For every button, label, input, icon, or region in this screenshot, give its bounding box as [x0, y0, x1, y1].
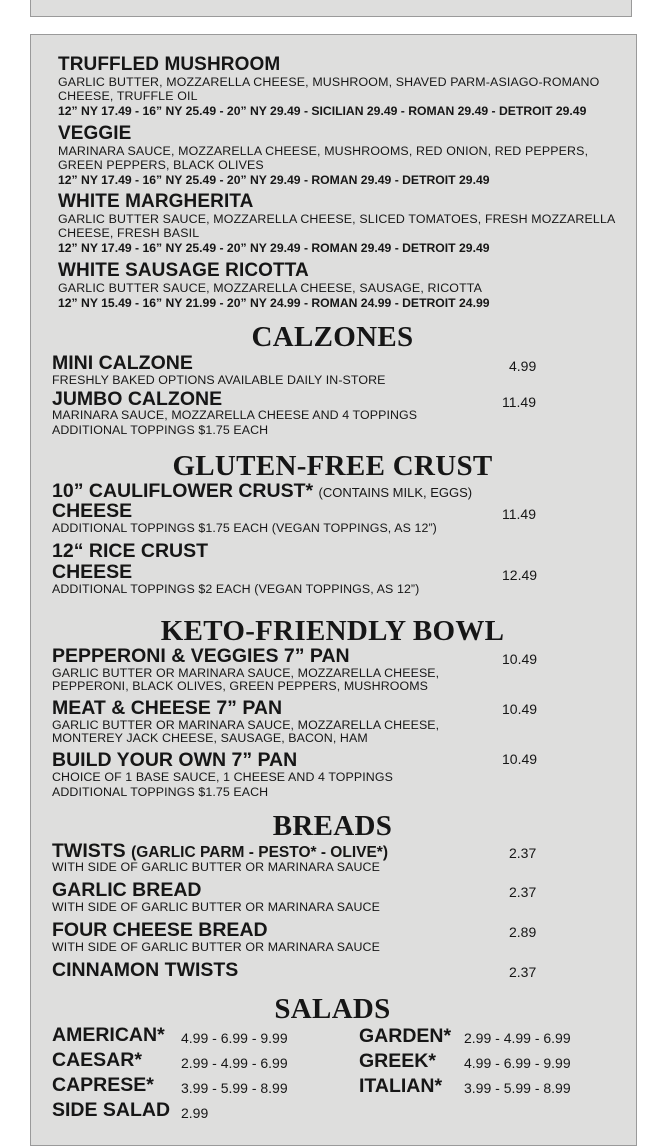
item-description: WITH SIDE OF GARLIC BUTTER OR MARINARA SAUCE	[52, 900, 380, 914]
item-name: BUILD YOUR OWN 7” PAN	[52, 749, 298, 771]
item-name: GREEK*	[359, 1050, 436, 1072]
item-name: FOUR CHEESE BREAD	[52, 919, 268, 941]
item-description: ADDITIONAL TOPPINGS $2 EACH (VEGAN TOPPINGS, AS 12”)	[52, 582, 420, 596]
item-subname: CHEESE	[52, 561, 133, 583]
section-title-calzones: CALZONES	[251, 321, 414, 353]
item-description: ADDITIONAL TOPPINGS $1.75 EACH (VEGAN TOPPINGS, AS 12”)	[52, 521, 437, 535]
item-name: CAPRESE*	[52, 1074, 154, 1096]
item-price: 10.49	[502, 701, 538, 717]
item-description: MARINARA SAUCE, MOZZARELLA CHEESE AND 4 TOPPINGS	[52, 408, 418, 422]
section-title-salads: SALADS	[274, 993, 391, 1025]
item-price: 2.99 - 4.99 - 6.99	[181, 1055, 288, 1071]
item-price: 4.99	[509, 358, 537, 374]
item-name: CAESAR*	[52, 1049, 142, 1071]
section-title-keto: KETO-FRIENDLY BOWL	[160, 615, 505, 647]
item-price: 12.49	[502, 567, 538, 583]
item-price: 10.49	[502, 751, 538, 767]
item-description: GARLIC BUTTER SAUCE, MOZZARELLA CHEESE, SAUSAGE, RICOTTA	[58, 281, 483, 295]
item-price: 2.99 - 4.99 - 6.99	[464, 1030, 571, 1046]
item-price: 3.99 - 5.99 - 8.99	[464, 1080, 571, 1096]
item-name: JUMBO CALZONE	[52, 388, 223, 410]
item-name: MINI CALZONE	[52, 352, 193, 374]
section-title-breads: BREADS	[272, 810, 393, 842]
item-name: SIDE SALAD	[52, 1099, 171, 1121]
previous-menu-panel	[30, 0, 632, 17]
item-prices: 12” NY 17.49 - 16” NY 25.49 - 20” NY 29.49 - SICILIAN 29.49 - ROMAN 29.49 - DETROIT 29.49	[58, 104, 587, 118]
item-price: 4.99 - 6.99 - 9.99	[464, 1055, 571, 1071]
item-price: 2.37	[509, 884, 537, 900]
item-prices: 12” NY 15.49 - 16” NY 21.99 - 20” NY 24.99 - ROMAN 24.99 - DETROIT 24.99	[58, 296, 490, 310]
item-description: GARLIC BUTTER, MOZZARELLA CHEESE, MUSHROOM, SHAVED PARM-ASIAGO-ROMANO	[58, 75, 600, 89]
item-description: WITH SIDE OF GARLIC BUTTER OR MARINARA SAUCE	[52, 860, 380, 874]
item-description: MONTEREY JACK CHEESE, SAUSAGE, BACON, HAM	[52, 731, 368, 745]
item-prices: 12” NY 17.49 - 16” NY 25.49 - 20” NY 29.49 - ROMAN 29.49 - DETROIT 29.49	[58, 241, 490, 255]
item-name: GARDEN*	[359, 1025, 452, 1047]
item-name: CINNAMON TWISTS	[52, 959, 239, 981]
item-name: PEPPERONI & VEGGIES 7” PAN	[52, 645, 350, 667]
item-price: 10.49	[502, 651, 538, 667]
item-name: 12“ RICE CRUST	[52, 540, 209, 562]
item-price: 2.99	[181, 1105, 209, 1121]
item-description: WITH SIDE OF GARLIC BUTTER OR MARINARA SAUCE	[52, 940, 380, 954]
item-description: CHOICE OF 1 BASE SAUCE, 1 CHEESE AND 4 TOPPINGS	[52, 770, 393, 784]
item-description: MARINARA SAUCE, MOZZARELLA CHEESE, MUSHROOMS, RED ONION, RED PEPPERS,	[58, 144, 589, 158]
item-description: GARLIC BUTTER OR MARINARA SAUCE, MOZZARELLA CHEESE,	[52, 718, 440, 732]
item-name: GARLIC BREAD	[52, 879, 202, 901]
item-prices: 12” NY 17.49 - 16” NY 25.49 - 20” NY 29.49 - ROMAN 29.49 - DETROIT 29.49	[58, 173, 490, 187]
item-description: ADDITIONAL TOPPINGS $1.75 EACH	[52, 423, 269, 437]
item-description: CHEESE, TRUFFLE OIL	[58, 89, 198, 103]
item-price: 2.37	[509, 845, 537, 861]
item-name: AMERICAN*	[52, 1024, 165, 1046]
item-description: FRESHLY BAKED OPTIONS AVAILABLE DAILY IN-STORE	[52, 373, 386, 387]
item-description: PEPPERONI, BLACK OLIVES, GREEN PEPPERS, MUSHROOMS	[52, 679, 429, 693]
item-description: GARLIC BUTTER OR MARINARA SAUCE, MOZZARELLA CHEESE,	[52, 666, 440, 680]
item-name: ITALIAN*	[359, 1075, 443, 1097]
item-name: VEGGIE	[58, 123, 132, 144]
item-price: 11.49	[502, 394, 536, 410]
item-description: GARLIC BUTTER SAUCE, MOZZARELLA CHEESE, SLICED TOMATOES, FRESH MOZZARELLA	[58, 212, 616, 226]
item-name: WHITE SAUSAGE RICOTTA	[58, 260, 309, 281]
item-name: TRUFFLED MUSHROOM	[58, 54, 281, 75]
item-name: TWISTS (GARLIC PARM - PESTO* - OLIVE*)	[52, 840, 389, 862]
item-price: 2.89	[509, 924, 537, 940]
item-description: ADDITIONAL TOPPINGS $1.75 EACH	[52, 785, 269, 799]
item-description: GREEN PEPPERS, BLACK OLIVES	[58, 158, 264, 172]
section-title-gluten-free: GLUTEN-FREE CRUST	[172, 450, 493, 482]
item-price: 2.37	[509, 964, 537, 980]
item-price: 4.99 - 6.99 - 9.99	[181, 1030, 288, 1046]
item-name: MEAT & CHEESE 7” PAN	[52, 697, 283, 719]
item-description: CHEESE, FRESH BASIL	[58, 226, 200, 240]
item-name: 10” CAULIFLOWER CRUST* (CONTAINS MILK, EGGS)	[52, 480, 473, 502]
item-price: 11.49	[502, 506, 536, 522]
item-name: WHITE MARGHERITA	[58, 191, 254, 212]
item-price: 3.99 - 5.99 - 8.99	[181, 1080, 288, 1096]
item-subname: CHEESE	[52, 500, 133, 522]
